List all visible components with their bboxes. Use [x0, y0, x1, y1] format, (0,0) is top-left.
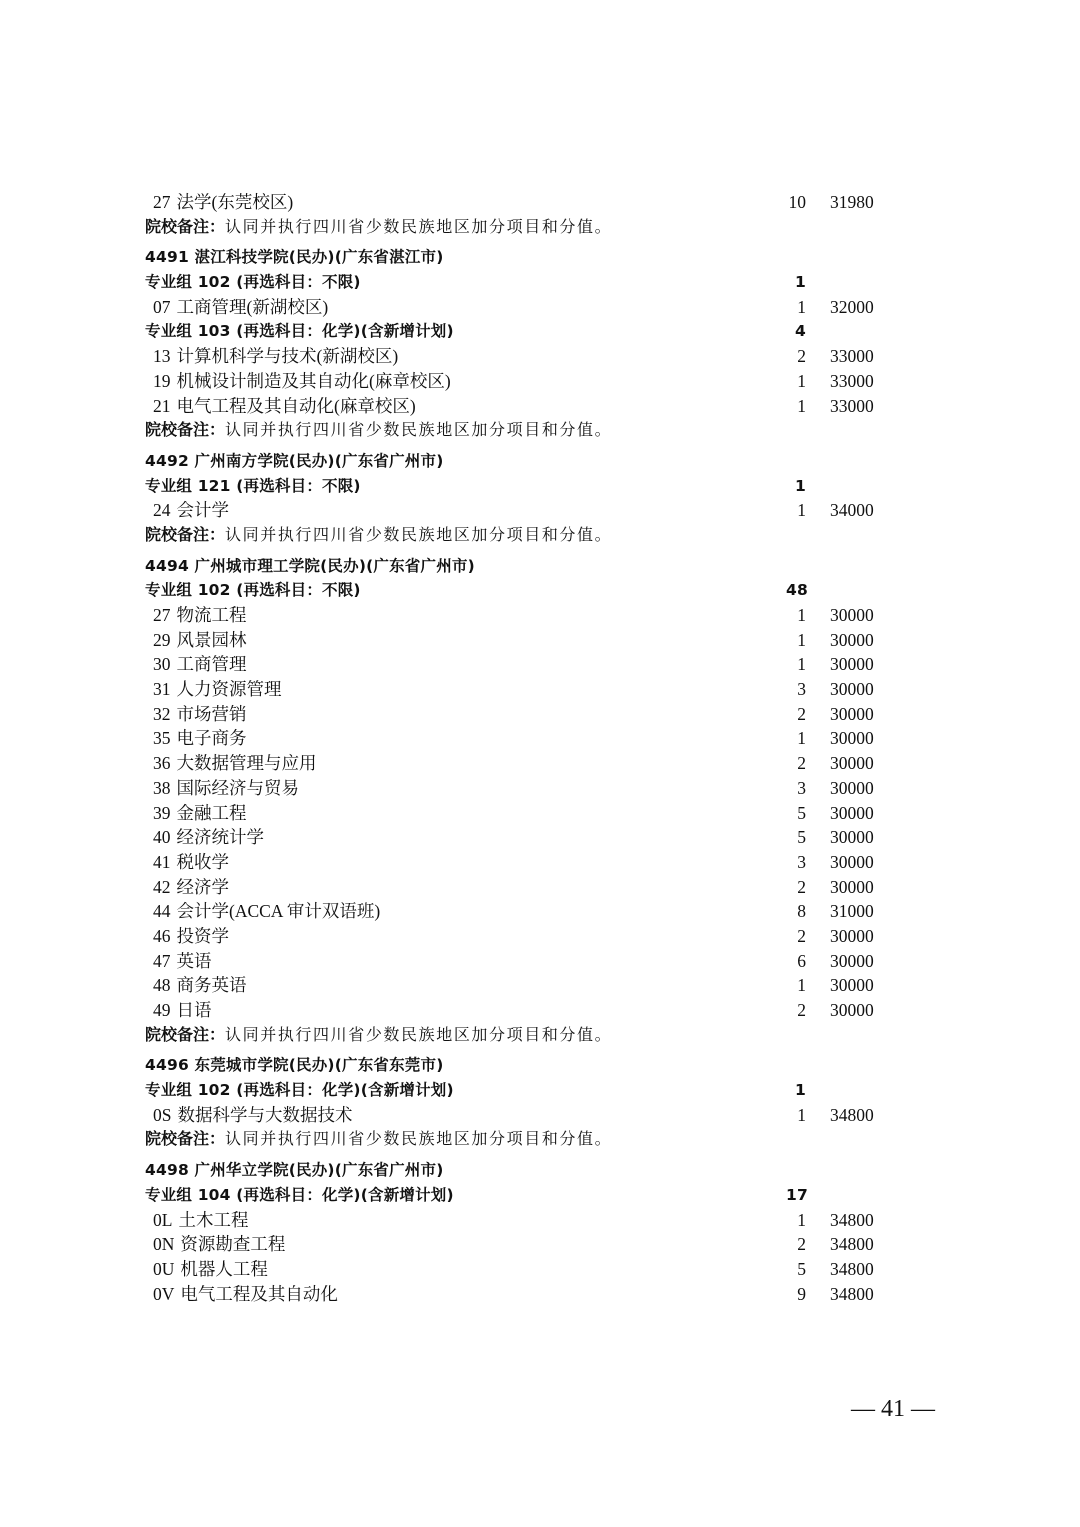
major-fee: 30000: [830, 777, 874, 798]
major-count: 1: [797, 728, 806, 749]
major-code: 32: [153, 703, 171, 724]
major-fee: 30000: [830, 629, 874, 650]
major-fee: 30000: [830, 605, 874, 625]
major-row: [0, 875, 1080, 900]
major-row: [0, 924, 1080, 949]
major-name-cell: [153, 628, 247, 653]
major-name: 电子商务: [176, 728, 247, 749]
major-count: 2: [797, 1000, 806, 1020]
school-note-label: 院校备注：: [145, 1129, 226, 1149]
major-fee: 33000: [830, 370, 874, 391]
major-name-cell: [153, 776, 299, 801]
major-name: 投资学: [176, 925, 229, 946]
major-code: 19: [153, 370, 171, 391]
major-name: 机器人工程: [180, 1258, 268, 1279]
major-count: 2: [797, 346, 806, 367]
major-code: 0S: [153, 1104, 172, 1125]
major-group-label: 专业组 104 (再选科目：化学)(含新增计划): [145, 1185, 454, 1204]
school-note-text: 认同并执行四川省少数民族地区加分项目和分值。: [225, 216, 613, 236]
major-name-cell: [153, 899, 380, 924]
major-fee: 30000: [830, 654, 874, 675]
major-count: 1: [797, 395, 806, 416]
major-name-cell: [153, 344, 398, 369]
school-note-label: 院校备注：: [145, 524, 226, 544]
major-count: 2: [797, 925, 806, 946]
major-group-label: 专业组 102 (再选科目：化学)(含新增计划): [145, 1081, 454, 1100]
major-name-cell: [153, 190, 293, 215]
major-name: 物流工程: [176, 605, 247, 625]
major-count: 2: [797, 753, 806, 774]
school-header: [0, 554, 1080, 579]
major-name: 土木工程: [178, 1209, 249, 1230]
major-name: 金融工程: [176, 802, 247, 823]
major-row: [0, 603, 1080, 628]
major-code: 47: [153, 950, 171, 971]
major-code: 49: [153, 1000, 171, 1020]
major-fee: 30000: [830, 679, 874, 700]
major-row: [0, 751, 1080, 776]
major-name-cell: [153, 369, 451, 394]
major-code: 24: [153, 500, 171, 521]
school-note: [0, 523, 1080, 548]
school-note-label: 院校备注：: [145, 420, 226, 440]
major-name: 工商管理: [176, 654, 247, 675]
major-code: 07: [153, 296, 171, 317]
major-row: [0, 998, 1080, 1023]
major-code: 48: [153, 975, 171, 996]
major-count: 6: [797, 950, 806, 971]
major-name-cell: [153, 677, 282, 702]
major-fee: 30000: [830, 975, 874, 996]
school-note: [0, 1023, 1080, 1048]
major-group-count: 48: [786, 581, 808, 600]
major-code: 38: [153, 777, 171, 798]
major-name-cell: [153, 751, 317, 776]
major-fee: 30000: [830, 753, 874, 774]
major-code: 46: [153, 925, 171, 946]
major-name: 机械设计制造及其自动化(麻章校区): [176, 370, 451, 391]
major-name: 英语: [176, 950, 212, 971]
major-name-cell: [153, 973, 247, 998]
major-name-cell: [153, 1208, 248, 1233]
major-name: 计算机科学与技术(新湖校区): [176, 346, 399, 367]
school-note-text: 认同并执行四川省少数民族地区加分项目和分值。: [225, 1129, 613, 1149]
major-row: [0, 850, 1080, 875]
major-fee: 34800: [830, 1104, 874, 1125]
major-count: 2: [797, 1234, 806, 1255]
major-fee: 31000: [830, 901, 874, 922]
major-count: 5: [797, 827, 806, 848]
school-title: 4496 东莞城市学院(民办)(广东省东莞市): [145, 1056, 444, 1075]
major-count: 1: [797, 975, 806, 996]
major-row: [0, 1103, 1080, 1128]
school-header: [0, 245, 1080, 270]
major-name-cell: [153, 801, 247, 826]
major-row: [0, 394, 1080, 419]
major-name-cell: [153, 1103, 352, 1128]
major-row: [0, 1282, 1080, 1307]
major-code: 35: [153, 728, 171, 749]
major-fee: 33000: [830, 346, 874, 367]
school-header: [0, 1053, 1080, 1078]
major-code: 44: [153, 901, 171, 922]
major-name: 数据科学与大数据技术: [177, 1104, 353, 1125]
major-row: [0, 973, 1080, 998]
major-count: 2: [797, 703, 806, 724]
major-name: 商务英语: [176, 975, 247, 996]
school-header: [0, 449, 1080, 474]
school-note-text: 认同并执行四川省少数民族地区加分项目和分值。: [225, 524, 613, 544]
school-note-text: 认同并执行四川省少数民族地区加分项目和分值。: [225, 420, 613, 440]
major-count: 8: [797, 901, 806, 922]
major-name-cell: [153, 1282, 338, 1307]
major-fee: 30000: [830, 876, 874, 897]
major-fee: 31980: [830, 192, 874, 212]
school-note-text: 认同并执行四川省少数民族地区加分项目和分值。: [225, 1024, 613, 1044]
major-name-cell: [153, 1232, 285, 1257]
major-row: [0, 344, 1080, 369]
major-name-cell: [153, 850, 229, 875]
major-name-cell: [153, 1257, 268, 1282]
major-name: 经济统计学: [176, 827, 264, 848]
major-fee: 30000: [830, 703, 874, 724]
major-fee: 30000: [830, 728, 874, 749]
school-note: [0, 1127, 1080, 1152]
major-group-count: 1: [795, 476, 806, 495]
major-row: [0, 825, 1080, 850]
school-note-label: 院校备注：: [145, 216, 226, 236]
major-fee: 30000: [830, 925, 874, 946]
major-name: 市场营销: [176, 703, 247, 724]
major-name: 风景园林: [176, 629, 247, 650]
major-code: 41: [153, 851, 171, 872]
major-code: 27: [153, 605, 171, 625]
major-count: 5: [797, 802, 806, 823]
major-name: 大数据管理与应用: [176, 753, 317, 774]
school-note-cell: [145, 523, 612, 549]
major-row: [0, 899, 1080, 924]
major-name: 资源勘查工程: [180, 1234, 286, 1255]
major-fee: 33000: [830, 395, 874, 416]
major-name-cell: [153, 702, 247, 727]
school-header: [0, 1158, 1080, 1183]
major-fee: 30000: [830, 851, 874, 872]
major-row: [0, 726, 1080, 751]
school-title: 4492 广州南方学院(民办)(广东省广州市): [145, 451, 444, 470]
major-name-cell: [153, 295, 328, 320]
major-name: 会计学: [176, 500, 229, 521]
major-name: 法学(东莞校区): [176, 192, 294, 212]
school-note: [0, 418, 1080, 443]
major-name-cell: [153, 949, 212, 974]
major-row: [0, 295, 1080, 320]
major-name-cell: [153, 998, 212, 1023]
major-fee: 30000: [830, 1000, 874, 1020]
major-group-header: [0, 1078, 1080, 1103]
school-title: 4498 广州华立学院(民办)(广东省广州市): [145, 1161, 444, 1180]
major-fee: 30000: [830, 827, 874, 848]
major-count: 3: [797, 679, 806, 700]
major-count: 2: [797, 876, 806, 897]
major-row: [0, 677, 1080, 702]
major-name: 税收学: [176, 851, 229, 872]
major-fee: 34800: [830, 1209, 874, 1230]
major-count: 1: [797, 500, 806, 521]
major-name: 日语: [176, 1000, 212, 1020]
major-name-cell: [153, 498, 229, 523]
major-code: 0U: [153, 1258, 175, 1279]
major-row: [0, 776, 1080, 801]
major-fee: 34800: [830, 1283, 874, 1304]
major-group-label: 专业组 102 (再选科目：不限): [145, 581, 361, 600]
major-name-cell: [153, 603, 247, 628]
major-count: 1: [797, 1209, 806, 1230]
major-name: 电气工程及其自动化: [180, 1283, 338, 1304]
major-name-cell: [153, 726, 247, 751]
major-group-header: [0, 319, 1080, 344]
school-title: 4491 湛江科技学院(民办)(广东省湛江市): [145, 248, 444, 267]
major-name-cell: [153, 875, 229, 900]
major-fee: 34000: [830, 500, 874, 521]
major-group-header: [0, 578, 1080, 603]
major-count: 1: [797, 629, 806, 650]
major-row: [0, 1208, 1080, 1233]
major-group-header: [0, 1183, 1080, 1208]
school-note-cell: [145, 215, 612, 241]
enrollment-plan-list: [0, 190, 1080, 1306]
major-code: 0N: [153, 1234, 175, 1255]
major-count: 9: [797, 1283, 806, 1304]
major-count: 1: [797, 654, 806, 675]
major-code: 39: [153, 802, 171, 823]
major-group-label: 专业组 103 (再选科目：化学)(含新增计划): [145, 322, 454, 341]
major-row: [0, 1257, 1080, 1282]
major-name: 电气工程及其自动化(麻章校区): [176, 395, 416, 416]
major-code: 0V: [153, 1283, 175, 1304]
major-count: 1: [797, 605, 806, 625]
major-code: 21: [153, 395, 171, 416]
major-code: 13: [153, 346, 171, 367]
major-count: 3: [797, 851, 806, 872]
major-fee: 30000: [830, 950, 874, 971]
major-code: 31: [153, 679, 171, 700]
major-group-count: 4: [795, 322, 806, 341]
major-row: [0, 498, 1080, 523]
major-name: 经济学: [176, 876, 229, 897]
major-name: 人力资源管理: [176, 679, 282, 700]
major-name: 会计学(ACCA 审计双语班): [176, 901, 381, 922]
major-group-count: 17: [786, 1185, 808, 1204]
major-group-label: 专业组 102 (再选科目：不限): [145, 273, 361, 292]
major-fee: 34800: [830, 1258, 874, 1279]
major-count: 1: [797, 296, 806, 317]
major-code: 42: [153, 876, 171, 897]
major-group-header: [0, 270, 1080, 295]
major-row: [0, 702, 1080, 727]
page-number: — 41 —: [851, 1396, 935, 1422]
school-note-label: 院校备注：: [145, 1024, 226, 1044]
school-note: [0, 215, 1080, 240]
major-row: [0, 949, 1080, 974]
major-count: 3: [797, 777, 806, 798]
major-count: 1: [797, 370, 806, 391]
school-note-cell: [145, 418, 612, 444]
major-row: [0, 190, 1080, 215]
major-name: 国际经济与贸易: [176, 777, 299, 798]
major-row: [0, 1232, 1080, 1257]
major-code: 36: [153, 753, 171, 774]
major-count: 10: [788, 192, 806, 212]
major-name-cell: [153, 394, 416, 419]
major-name-cell: [153, 825, 264, 850]
major-name-cell: [153, 924, 229, 949]
major-fee: 32000: [830, 296, 874, 317]
major-code: 27: [153, 192, 171, 212]
major-name-cell: [153, 652, 247, 677]
major-code: 0L: [153, 1209, 173, 1230]
major-code: 29: [153, 629, 171, 650]
major-group-header: [0, 474, 1080, 499]
major-group-label: 专业组 121 (再选科目：不限): [145, 476, 361, 495]
school-title: 4494 广州城市理工学院(民办)(广东省广州市): [145, 556, 475, 575]
major-code: 40: [153, 827, 171, 848]
major-name: 工商管理(新湖校区): [176, 296, 329, 317]
major-fee: 30000: [830, 802, 874, 823]
major-count: 1: [797, 1104, 806, 1125]
major-row: [0, 628, 1080, 653]
major-group-count: 1: [795, 1081, 806, 1100]
major-count: 5: [797, 1258, 806, 1279]
major-fee: 34800: [830, 1234, 874, 1255]
major-row: [0, 801, 1080, 826]
school-note-cell: [145, 1127, 612, 1153]
school-note-cell: [145, 1023, 612, 1049]
major-row: [0, 369, 1080, 394]
major-row: [0, 652, 1080, 677]
major-code: 30: [153, 654, 171, 675]
major-group-count: 1: [795, 273, 806, 292]
